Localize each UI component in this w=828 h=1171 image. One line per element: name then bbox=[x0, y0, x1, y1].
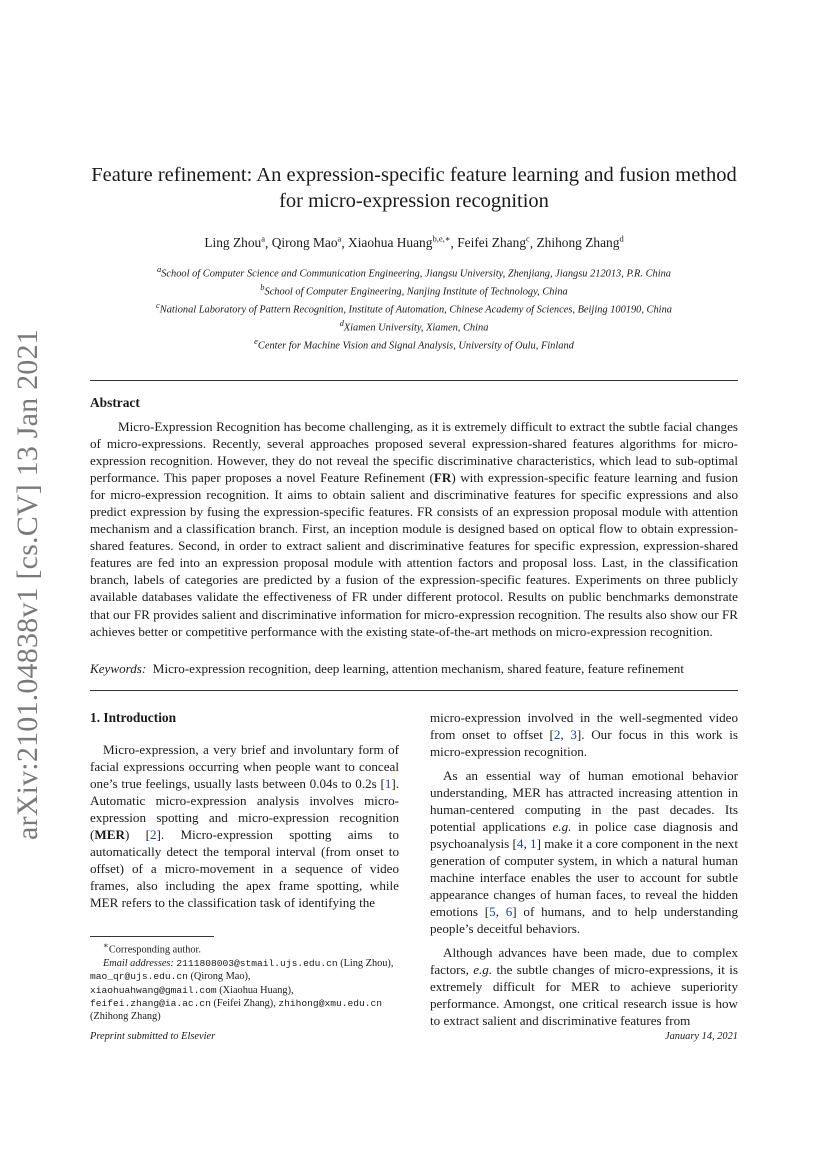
email-link[interactable]: feifei.zhang@ia.ac.cn bbox=[90, 998, 211, 1010]
footer-submission-note: Preprint submitted to Elsevier bbox=[90, 1031, 216, 1042]
citation-link[interactable]: 1 bbox=[384, 776, 392, 792]
keywords-text: Micro-expression recognition, deep learning, attention mechanism, shared feature, feature refinement bbox=[152, 661, 684, 676]
intro-paragraph: micro-expression involved in the well-segmented video from onset to offset [2, 3]. Our focus in this work is micro-expression recognition. bbox=[430, 710, 738, 760]
title-line-2: for micro-expression recognition bbox=[279, 190, 549, 212]
footer-date: January 14, 2021 bbox=[664, 1031, 738, 1042]
corresponding-author-note: ∗Corresponding author. bbox=[103, 940, 201, 956]
email-addresses: Email addresses: 2111808003@stmail.ujs.edu.cn (Ling Zhou), mao_qr@ujs.edu.cn (Qirong Mao), xiaohuahwang@gmail.com (Xiaohua Huang), feifei.zhang@ia.ac.cn (Feifei Zhang), zhihong@xmu.edu.cn (Zhihong Zhang) bbox=[90, 957, 394, 1023]
abstract-heading: Abstract bbox=[90, 395, 140, 410]
author-list: Ling Zhou$^a$, Qirong Mao$^a$, Xiaohua Huang$^{b,e,∗}$, Feifei Zhang$^c$, Zhihong Zhang$^d$ bbox=[204, 234, 624, 251]
intro-paragraph: As an essential way of human emotional behavior understanding, MER has attracted increasing attention in human-centered computing in the past decades. Its potential applications e.g. in police case diagnosis and psychoanalysis [4, 1] make it a core component in the next generation of computer system, in which a natural human machine interface enables the user to account for subtle appearance changes of human faces, to reveal the hidden emotions [5, 6] of humans, and to help understanding people’s deceitful behaviors. bbox=[430, 767, 738, 937]
author: Feifei Zhang$^c$ bbox=[457, 234, 530, 251]
intro-paragraph: Micro-expression, a very brief and involuntary form of facial expressions occurring when people want to conceal one’s true feelings, usually lasts between 0.04s to 0.2s [1]. Automatic micro-expression analysis involves micro-expression spotting and micro-expression recognition (MER) [2]. Micro-expression spotting aims to automatically detect the temporal interval (from onset to offset) of a micro-movement in a sequence of video frames, also including the apex frame spotting, while MER refers to the classification task of identifying the bbox=[90, 742, 399, 911]
intro-paragraph: Although advances have been made, due to complex factors, e.g. the subtle changes of micro-expressions, it is extremely difficult for MER to achieve superiority performance. Amongst, one critical research issue is how to extract salient and discriminative features from bbox=[430, 944, 738, 1028]
citation-link[interactable]: 3 bbox=[570, 727, 577, 743]
author: Ling Zhou$^a$ bbox=[204, 234, 265, 251]
footnotes bbox=[90, 939, 399, 1024]
email-link[interactable]: zhihong@xmu.edu.cn bbox=[278, 998, 383, 1010]
author: Zhihong Zhang$^d$ bbox=[536, 234, 624, 251]
affiliation-list bbox=[90, 263, 738, 353]
email-link[interactable]: mao_qr@ujs.edu.cn bbox=[90, 971, 188, 983]
keywords bbox=[90, 661, 738, 677]
citation-link[interactable]: 2 bbox=[553, 727, 561, 743]
citation-link[interactable]: 6 bbox=[505, 904, 513, 920]
intro-right-column bbox=[430, 709, 738, 1029]
paper-title bbox=[90, 162, 738, 214]
top-rule bbox=[90, 380, 738, 381]
email-link[interactable]: 2111808003@stmail.ujs.edu.cn bbox=[176, 957, 338, 969]
footnote-rule bbox=[90, 936, 214, 937]
title-line-1: Feature refinement: An expression-specific feature learning and fusion method bbox=[91, 164, 737, 186]
citation-link[interactable]: 2 bbox=[150, 827, 157, 843]
abstract-body: Micro-Expression Recognition has become challenging, as it is extremely difficult to extract the subtle facial changes of micro-expressions. Recently, several approaches proposed several expression-shared features algorithms for micro-expression recognition. However, they do not reveal the specific discriminative characteristics, which lead to sub-optimal performance. This paper proposes a novel Feature Refinement (FR) with expression-specific feature learning and fusion for micro-expression recognition. It aims to obtain salient and discriminative features for specific expressions and also predict expression by fusing the expression-specific features. FR consists of an expression proposal module with attention mechanism and a classification branch. First, an inception module is designed based on optical flow to obtain expression-shared features. Second, in order to extract salient and discriminative features for specific expression, expression-shared features are fed into an expression proposal module with attention factors and proposal loss. Last, in the classification branch, labels of categories are predicted by a fusion of the expression-specific features. Experiments on three publicly available databases validate the effectiveness of FR under different protocol. Results on public benchmarks demonstrate that our FR provides salient and discriminative information for micro-expression recognition. The results also show our FR achieves better or competitive performance with the existing state-of-the-art methods on micro-expression recognition. bbox=[90, 419, 739, 639]
affiliation: $^a$School of Computer Science and Communication Engineering, Jiangsu University, Zhenjiang, Jiangsu 212013, P.R. China bbox=[156, 264, 671, 280]
citation-link[interactable]: 4 bbox=[516, 835, 524, 851]
affiliation: $^b$School of Computer Engineering, Nanjing Institute of Technology, China bbox=[260, 282, 568, 298]
affiliation: $^c$National Laboratory of Pattern Recognition, Institute of Automation, Chinese Academy of Sciences, Beijing 100190, China bbox=[156, 300, 672, 316]
email-link[interactable]: xiaohuahwang@gmail.com bbox=[90, 984, 217, 996]
keywords-label: Keywords: bbox=[90, 661, 147, 676]
bottom-rule bbox=[90, 690, 738, 691]
affiliation: $^e$Center for Machine Vision and Signal Analysis, University of Oulu, Finland bbox=[254, 336, 574, 352]
author: Qirong Mao$^a$ bbox=[271, 234, 342, 251]
citation-link[interactable]: 1 bbox=[530, 835, 537, 851]
section-heading: 1. Introduction bbox=[90, 710, 177, 725]
arxiv-identifier[interactable]: arXiv:2101.04838v1 [cs.CV] 13 Jan 2021 bbox=[11, 329, 44, 840]
affiliation: $^d$Xiamen University, Xiamen, China bbox=[339, 318, 489, 334]
citation-link[interactable]: 5 bbox=[489, 904, 496, 920]
intro-left-column bbox=[90, 741, 399, 911]
author: Xiaohua Huang$^{b,e,∗}$ bbox=[348, 234, 451, 251]
